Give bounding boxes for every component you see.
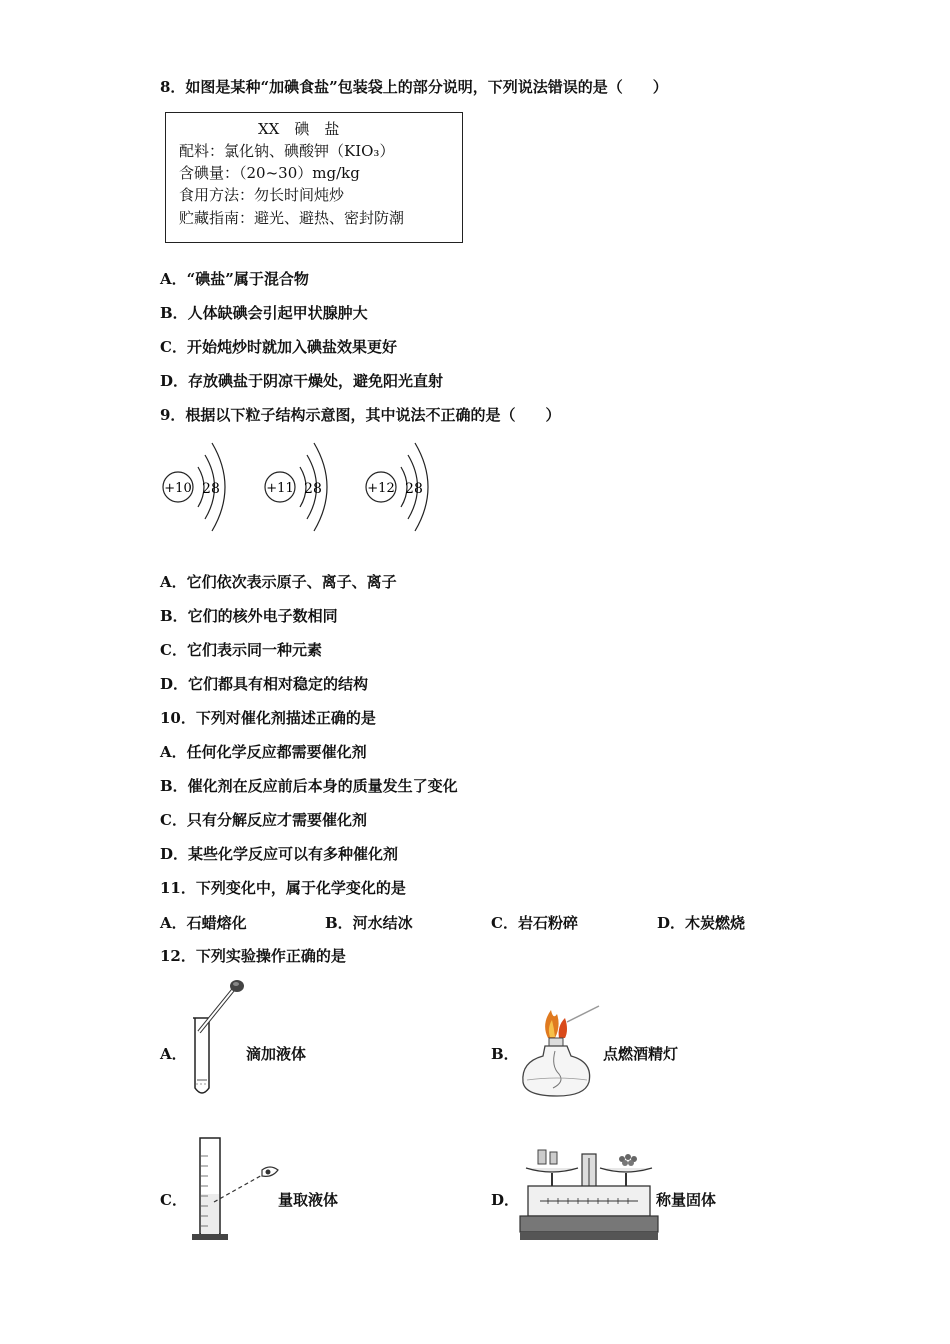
q10-option-b: B．催化剂在反应前后本身的质量发生了变化: [160, 777, 458, 795]
q12-option-b-caption: 点燃酒精灯: [603, 1045, 679, 1063]
q9-option-a: A．它们依次表示原子、离子、离子: [160, 573, 397, 591]
q9-option-c: C．它们表示同一种元素: [160, 641, 322, 659]
label-usage: 食用方法：勿长时间炖炒: [179, 186, 345, 204]
atom-1-nucleus: +10: [164, 481, 192, 496]
q12-option-a-letter: A．: [160, 1045, 187, 1063]
atom-2-shell2: 8: [313, 481, 322, 497]
q12-stem: 12．下列实验操作正确的是: [160, 947, 346, 965]
q11-option-a: A．石蜡熔化: [160, 914, 247, 932]
q9-option-d: D．它们都具有相对稳定的结构: [160, 675, 369, 693]
q10-option-c: C．只有分解反应才需要催化剂: [160, 811, 367, 829]
q11-option-d: D．木炭燃烧: [657, 914, 746, 932]
atom-diagram-1: [158, 437, 238, 541]
label-iodine-content: 含碘量：（20~30）mg/kg: [179, 164, 360, 182]
q11-stem: 11．下列变化中，属于化学变化的是: [160, 879, 406, 897]
balance-scale-figure: [518, 1146, 660, 1248]
q9-option-b: B．它们的核外电子数相同: [160, 607, 338, 625]
q8-option-d: D．存放碘盐于阴凉干燥处，避免阳光直射: [160, 372, 444, 390]
q8-option-c: C．开始炖炒时就加入碘盐效果更好: [160, 338, 397, 356]
atom-2-shell1: 2: [304, 481, 313, 497]
q11-option-c: C．岩石粉碎: [491, 914, 578, 932]
iodized-salt-label: [165, 112, 463, 243]
q12-option-a-caption: 滴加液体: [246, 1045, 307, 1063]
q11-option-b: B．河水结冰: [325, 914, 413, 932]
q12-option-d-caption: 称量固体: [656, 1191, 717, 1209]
q10-stem: 10．下列对催化剂描述正确的是: [160, 709, 376, 727]
q8-stem: 8．如图是某种“加碘食盐”包装袋上的部分说明，下列说法错误的是（ ）: [160, 78, 668, 96]
atom-diagram-2: [260, 437, 340, 541]
label-storage: 贮藏指南：避光、避热、密封防潮: [179, 209, 405, 227]
q10-option-a: A．任何化学反应都需要催化剂: [160, 743, 367, 761]
atom-1-shell1: 2: [202, 481, 211, 497]
atom-2-nucleus: +11: [266, 481, 294, 496]
q8-option-a: A．“碘盐”属于混合物: [160, 270, 309, 288]
graduated-cylinder-figure: [188, 1136, 283, 1248]
alcohol-lamp-figure: [515, 996, 605, 1105]
atom-3-shell2: 8: [414, 481, 423, 497]
atom-1-shell2: 8: [211, 481, 220, 497]
q9-stem: 9．根据以下粒子结构示意图，其中说法不正确的是（ ）: [160, 406, 561, 424]
atom-diagram-3: [361, 437, 441, 541]
atom-3-nucleus: +12: [367, 481, 395, 496]
q12-option-d-letter: D．: [491, 1191, 520, 1209]
q12-option-c-letter: C．: [160, 1191, 187, 1209]
q12-option-c-caption: 量取液体: [278, 1191, 339, 1209]
q8-option-b: B．人体缺碘会引起甲状腺肿大: [160, 304, 368, 322]
label-title: XX 碘 盐: [258, 120, 340, 138]
q10-option-d: D．某些化学反应可以有多种催化剂: [160, 845, 399, 863]
label-ingredients: 配料：氯化钠、碘酸钾（KIO₃）: [179, 142, 395, 160]
dropper-test-tube-figure: [185, 976, 255, 1105]
q12-option-b-letter: B．: [491, 1045, 519, 1063]
atom-3-shell1: 2: [405, 481, 414, 497]
